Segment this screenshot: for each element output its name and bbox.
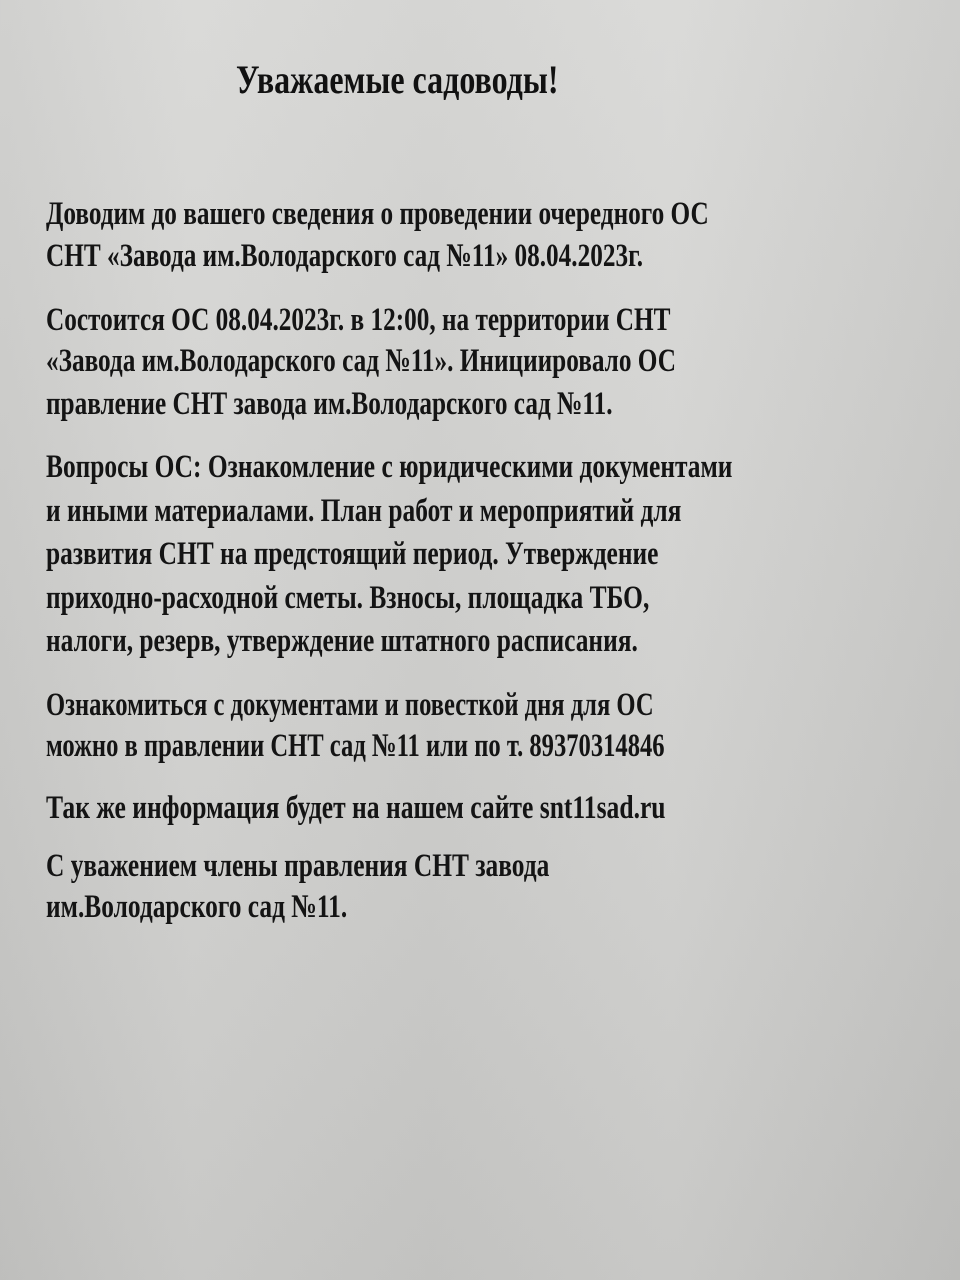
notice-title: Уважаемые садоводы! xyxy=(236,57,559,102)
paragraph-line: СНТ «Завода им.Володарского сад №11» 08.04.2023г. xyxy=(46,238,644,274)
paragraph-line: Доводим до вашего сведения о проведении очередного ОС xyxy=(46,196,709,232)
paragraph-line: С уважением члены правления СНТ завода xyxy=(46,848,550,884)
paragraph-line: Ознакомиться с документами и повесткой дня для ОС xyxy=(46,687,654,723)
paragraph-line: «Завода им.Володарского сад №11». Инициировало ОС xyxy=(46,343,676,379)
paragraph-line: приходно-расходной сметы. Взносы, площадка ТБО, xyxy=(46,580,650,616)
paragraph-line: развития СНТ на предстоящий период. Утверждение xyxy=(46,536,659,572)
paragraph-line: налоги, резерв, утверждение штатного расписания. xyxy=(46,623,638,659)
paragraph-line: Вопросы ОС: Ознакомление с юридическими документами xyxy=(46,449,733,485)
paragraph-line: им.Володарского сад №11. xyxy=(46,889,348,925)
paragraph-line: Так же информация будет на нашем сайте snt11sad.ru xyxy=(46,790,666,826)
paragraph-line: и иными материалами. План работ и мероприятий для xyxy=(46,493,682,529)
paragraph-line: правление СНТ завода им.Володарского сад №11. xyxy=(46,386,613,422)
paragraph-line: Состоится ОС 08.04.2023г. в 12:00, на территории СНТ xyxy=(46,302,671,338)
paragraph-line: можно в правлении СНТ сад №11 или по т. 89370314846 xyxy=(46,728,665,764)
